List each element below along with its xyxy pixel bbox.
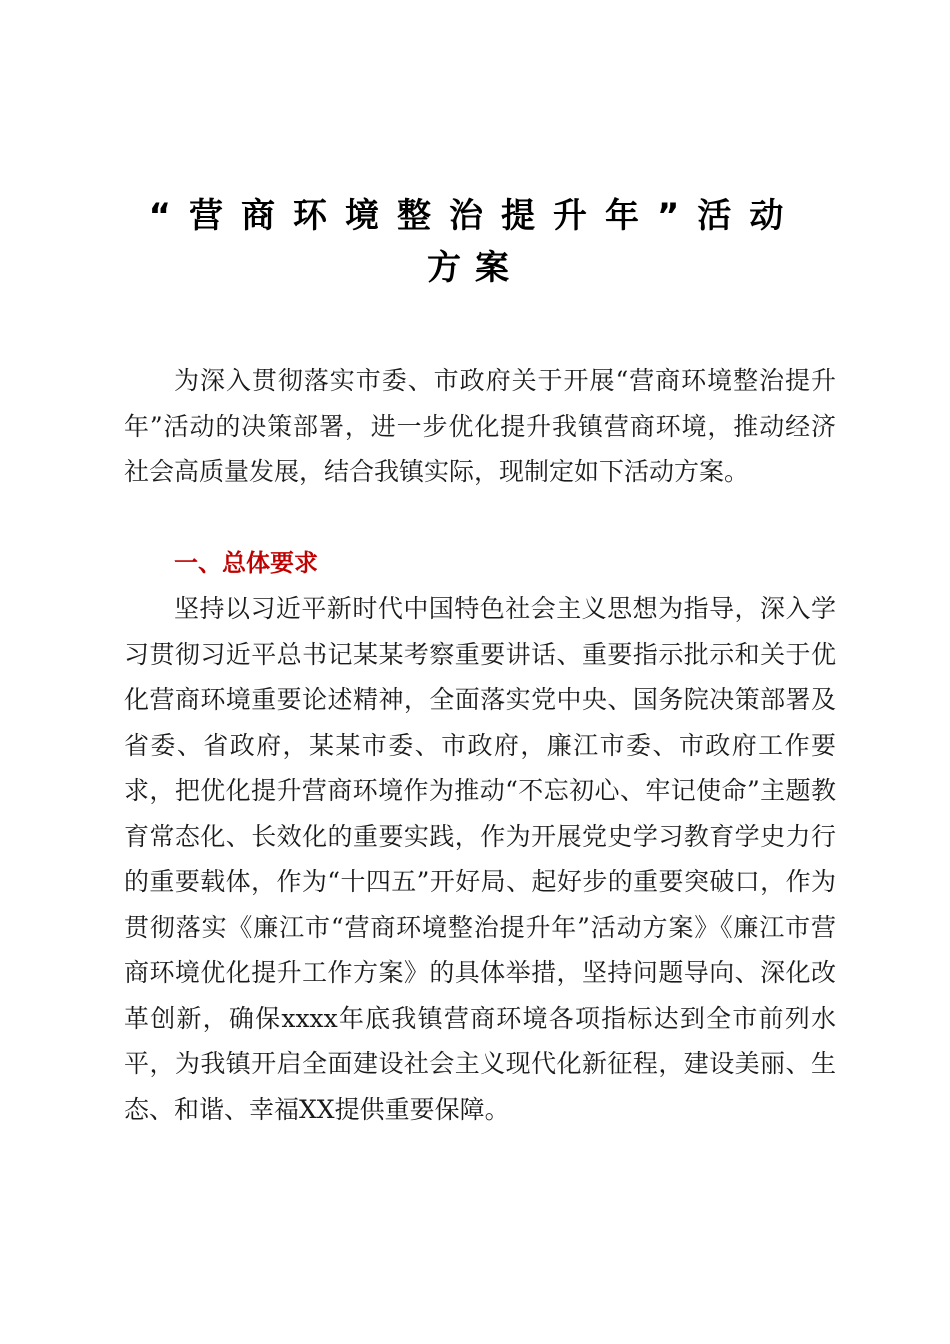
section-1-paragraph: 坚持以习近平新时代中国特色社会主义思想为指导，深入学习贯彻习近平总书记某某考察重要讲话、重要指示批示和关于优化营商环境重要论述精神，全面落实党中央、国务院决策部署及省委、省政府，某某市委、市政府，廉江市委、市政府工作要求，把优化提升营商环境作为推动“不忘初心、牢记使命”主题教育常态化、长效化的重要实践，作为开展党史学习教育学史力行的重要载体，作为“十四五”开好局、起好步的重要突破口，作为贯彻落实《廉江市“营商环境整治提升年”活动方案》《廉江市营商环境优化提升工作方案》的具体举措，坚持问题导向、深化改革创新，确保xxxx年底我镇营商环境各项指标达到全市前列水平，为我镇开启全面建设社会主义现代化新征程，建设美丽、生态、和谐、幸福XX提供重要保障。 xyxy=(124,594,836,1124)
intro-paragraph: 为深入贯彻落实市委、市政府关于开展“营商环境整治提升年”活动的决策部署，进一步优化提升我镇营商环境，推动经济社会高质量发展，结合我镇实际，现制定如下活动方案。 xyxy=(124,366,836,486)
section-heading-overall-requirements: 一、总体要求 xyxy=(174,549,318,577)
document-title-line-2: 方案 xyxy=(427,248,523,288)
document-title-line-1: “营商环境整治提升年”活动 xyxy=(148,196,802,236)
